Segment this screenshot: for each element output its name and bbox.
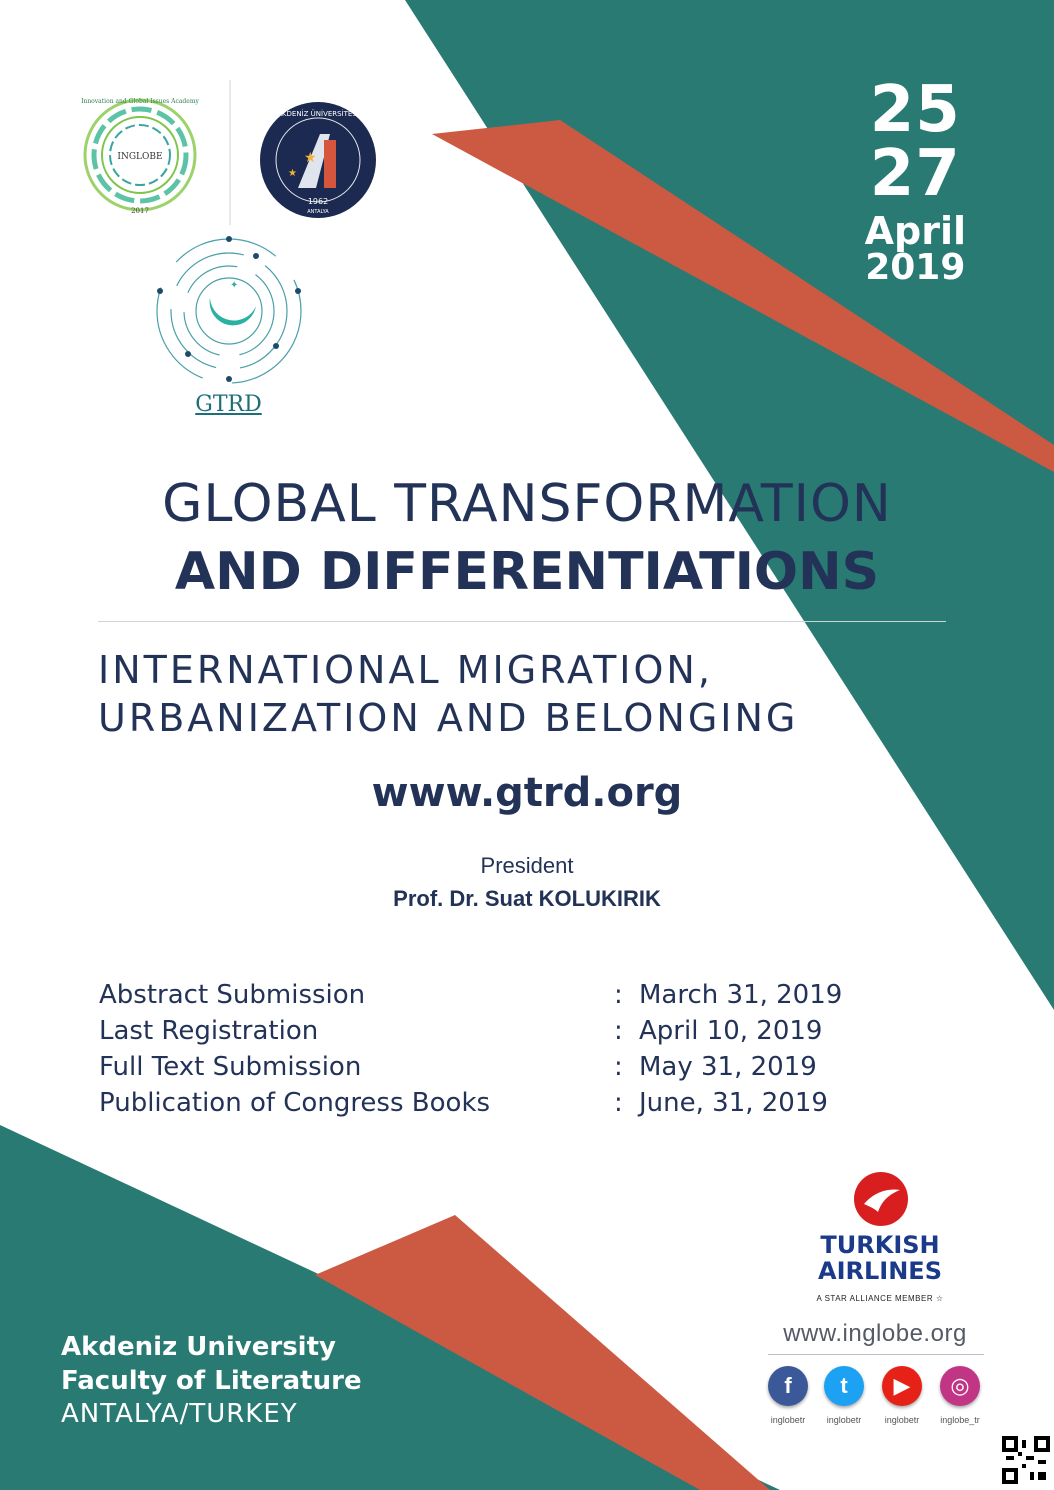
facebook-handle: inglobetr — [770, 1415, 806, 1425]
svg-text:★: ★ — [304, 149, 317, 165]
congress-website-link[interactable]: www.gtrd.org — [371, 770, 683, 816]
deadline-row — [99, 980, 879, 1016]
twitter-handle: inglobetr — [826, 1415, 862, 1425]
sponsor-name-line-1: TURKISH — [820, 1231, 940, 1259]
inglobe-ring-text: Innovation and Global Issues Academy — [81, 98, 199, 105]
inglobe-divider — [768, 1354, 984, 1355]
akdeniz-university-logo — [258, 100, 378, 220]
start-day: 25 — [869, 73, 961, 147]
svg-text:★: ★ — [288, 168, 297, 179]
sponsor-tagline: A STAR ALLIANCE MEMBER ☆ — [816, 1294, 944, 1303]
deadline-separator: : — [614, 980, 623, 1010]
deadline-separator: : — [614, 1088, 623, 1118]
akdeniz-ring-text: AKDENİZ ÜNİVERSİTESİ — [277, 110, 359, 118]
title-line-1: GLOBAL TRANSFORMATION — [162, 474, 892, 534]
gtrd-logo — [148, 236, 310, 386]
venue-faculty: Faculty of Literature — [61, 1366, 362, 1396]
akdeniz-year-text: 1962 — [307, 197, 329, 206]
end-day: 27 — [869, 137, 961, 211]
deadline-row — [99, 1088, 879, 1124]
akdeniz-city-text: ANTALYA — [307, 209, 329, 215]
deadline-date: March 31, 2019 — [639, 980, 843, 1010]
twitter-icon[interactable]: t — [824, 1366, 864, 1406]
inglobe-center-text: INGLOBE — [117, 152, 163, 162]
president-label: President — [480, 853, 574, 878]
facebook-icon[interactable]: f — [768, 1366, 808, 1406]
event-month: April — [864, 209, 966, 253]
title-line-2: AND DIFFERENTIATIONS — [174, 542, 880, 602]
deadline-date: June, 31, 2019 — [639, 1088, 828, 1118]
instagram-icon[interactable]: ◎ — [940, 1366, 980, 1406]
deadline-separator: : — [614, 1052, 623, 1082]
gtrd-logo-text: GTRD — [195, 392, 262, 417]
qr-code[interactable] — [1002, 1436, 1050, 1484]
sponsor-name-line-2: AIRLINES — [818, 1257, 942, 1285]
youtube-icon[interactable]: ▶ — [882, 1366, 922, 1406]
event-year: 2019 — [865, 247, 966, 288]
instagram-handle: inglobe_tr — [940, 1415, 980, 1425]
deadline-date: April 10, 2019 — [639, 1016, 823, 1046]
subtitle-line-2: URBANIZATION AND BELONGING — [98, 696, 799, 740]
deadline-label: Last Registration — [99, 1016, 319, 1046]
deadline-row — [99, 1052, 879, 1088]
deadline-row — [99, 1016, 879, 1052]
title-divider — [98, 621, 946, 622]
deadline-separator: : — [614, 1016, 623, 1046]
svg-text:✦: ✦ — [230, 280, 239, 291]
inglobe-logo — [80, 95, 200, 215]
deadline-label: Full Text Submission — [99, 1052, 362, 1082]
event-dates — [864, 73, 966, 288]
president-name: Prof. Dr. Suat KOLUKIRIK — [393, 886, 661, 911]
inglobe-year-text: 2017 — [131, 207, 149, 215]
deadline-label: Abstract Submission — [99, 980, 366, 1010]
venue-block — [61, 1330, 362, 1430]
deadline-label: Publication of Congress Books — [99, 1088, 491, 1118]
inglobe-website-link[interactable]: www.inglobe.org — [783, 1320, 967, 1347]
turkish-airlines-logo-icon — [852, 1170, 910, 1228]
subtitle-line-1: INTERNATIONAL MIGRATION, — [98, 648, 713, 692]
deadline-date: May 31, 2019 — [639, 1052, 817, 1082]
venue-city: ANTALYA/TURKEY — [61, 1399, 298, 1429]
youtube-handle: inglobetr — [884, 1415, 920, 1425]
venue-university: Akdeniz University — [61, 1332, 336, 1362]
